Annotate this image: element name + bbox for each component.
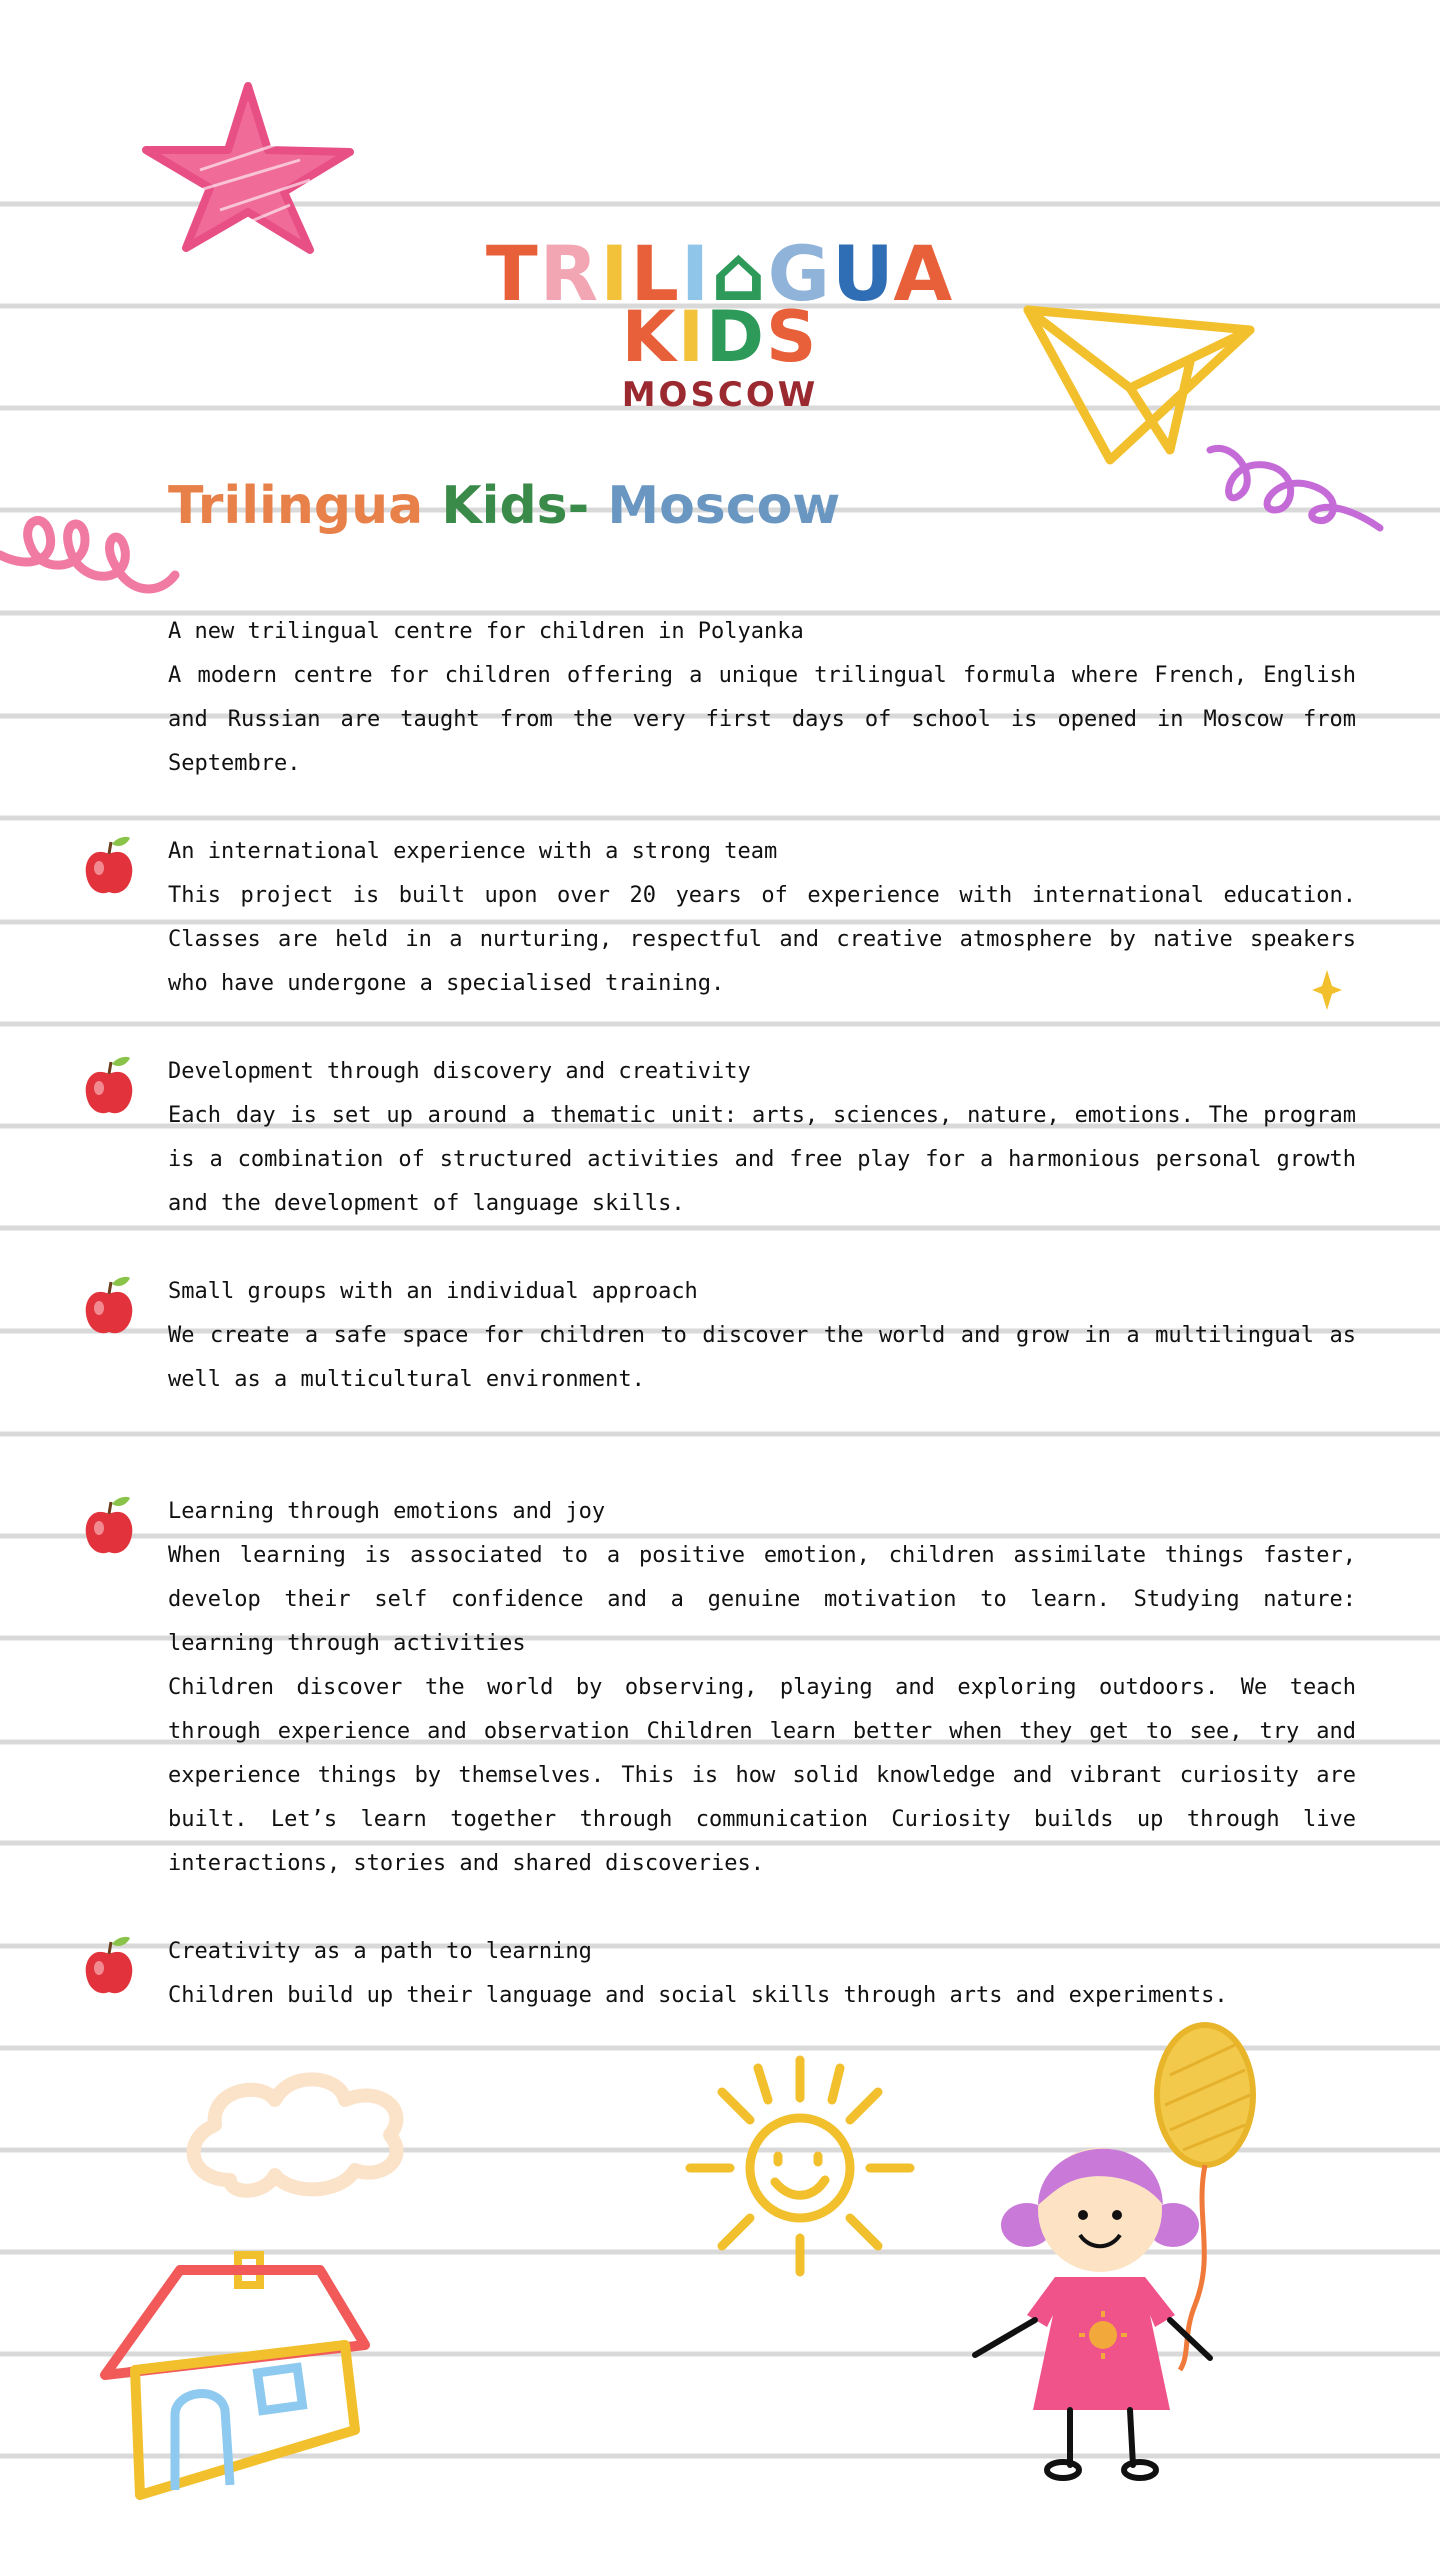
section-title: Learning through emotions and joy	[168, 1499, 606, 1524]
squiggle-purple-icon	[1205, 440, 1385, 540]
logo-letter: U	[831, 229, 894, 318]
section-intro	[168, 610, 1356, 786]
house-icon	[90, 2070, 490, 2520]
logo-letter: A	[893, 229, 955, 318]
section-title: A new trilingual centre for children in Polyanka	[168, 619, 804, 644]
sun-icon	[680, 2050, 920, 2280]
page-title	[168, 476, 841, 536]
apple-icon	[82, 834, 136, 898]
section-development	[168, 1050, 1356, 1226]
logo-letter: D	[705, 296, 766, 378]
section-body: Each day is set up around a thematic unit: arts, sciences, nature, emotions. The program is a combination of structured activities and free play for a harmonious personal growth and the development of language skills.	[168, 1103, 1356, 1216]
logo-letter: ⌂	[711, 229, 768, 318]
section-body-2: Children discover the world by observing, playing and exploring outdoors. We teach through experience and observation Children learn better when they get to see, try and experience things by themselves. This is how solid knowledge and vibrant curiosity are built. Let’s learn together through communication Curiosity builds up through live interactions, stories and shared discoveries.	[168, 1675, 1356, 1876]
logo-letter: G	[767, 229, 832, 318]
page-title-part-1: Trilingua	[168, 476, 442, 536]
section-body: We create a safe space for children to discover the world and grow in a multilingual as well as a multicultural environment.	[168, 1323, 1356, 1392]
logo-moscow: MOSCOW	[621, 375, 819, 415]
section-title: Creativity as a path to learning	[168, 1939, 592, 1964]
apple-icon	[82, 1934, 136, 1998]
page-title-part-2: Kids-	[441, 476, 608, 536]
girl-with-balloon-icon	[955, 2015, 1285, 2495]
apple-icon	[82, 1054, 136, 1118]
section-small-groups	[168, 1270, 1356, 1402]
logo-letter: K	[621, 296, 678, 378]
content	[168, 610, 1356, 2018]
apple-icon	[82, 1494, 136, 1558]
logo-letter: L	[630, 229, 681, 318]
logo-letter: S	[765, 296, 819, 378]
apple-icon	[82, 1274, 136, 1338]
section-body: When learning is associated to a positive emotion, children assimilate things faster, develop their self confidence and a genuine motivation to learn. Studying nature: learning through activities	[168, 1543, 1356, 1656]
star-icon	[140, 80, 360, 260]
section-international	[168, 830, 1356, 1006]
section-emotions	[168, 1490, 1356, 1886]
section-creativity	[168, 1930, 1356, 2018]
logo-letter: I	[677, 296, 706, 378]
page-title-part-3: Moscow	[607, 476, 841, 536]
logo-kids	[0, 296, 1440, 378]
logo-letter: I	[600, 229, 631, 318]
section-title: Development through discovery and creativity	[168, 1059, 751, 1084]
logo-letter: T	[485, 229, 540, 318]
section-title: An international experience with a strong team	[168, 839, 778, 864]
squiggle-pink-icon	[0, 500, 190, 620]
section-body: This project is built upon over 20 years of experience with international education. Classes are held in a nurturing, respectful and creative atmosphere by native speakers who have undergone a specialised training.	[168, 883, 1356, 996]
section-body: A modern centre for children offering a unique trilingual formula where French, English and Russian are taught from the very first days of school is opened in Moscow from Septembre.	[168, 663, 1356, 776]
section-title: Small groups with an individual approach	[168, 1279, 698, 1304]
logo-letter: I	[680, 229, 712, 318]
logo-letter: R	[539, 229, 601, 318]
section-body: Children build up their language and social skills through arts and experiments.	[168, 1983, 1228, 2008]
